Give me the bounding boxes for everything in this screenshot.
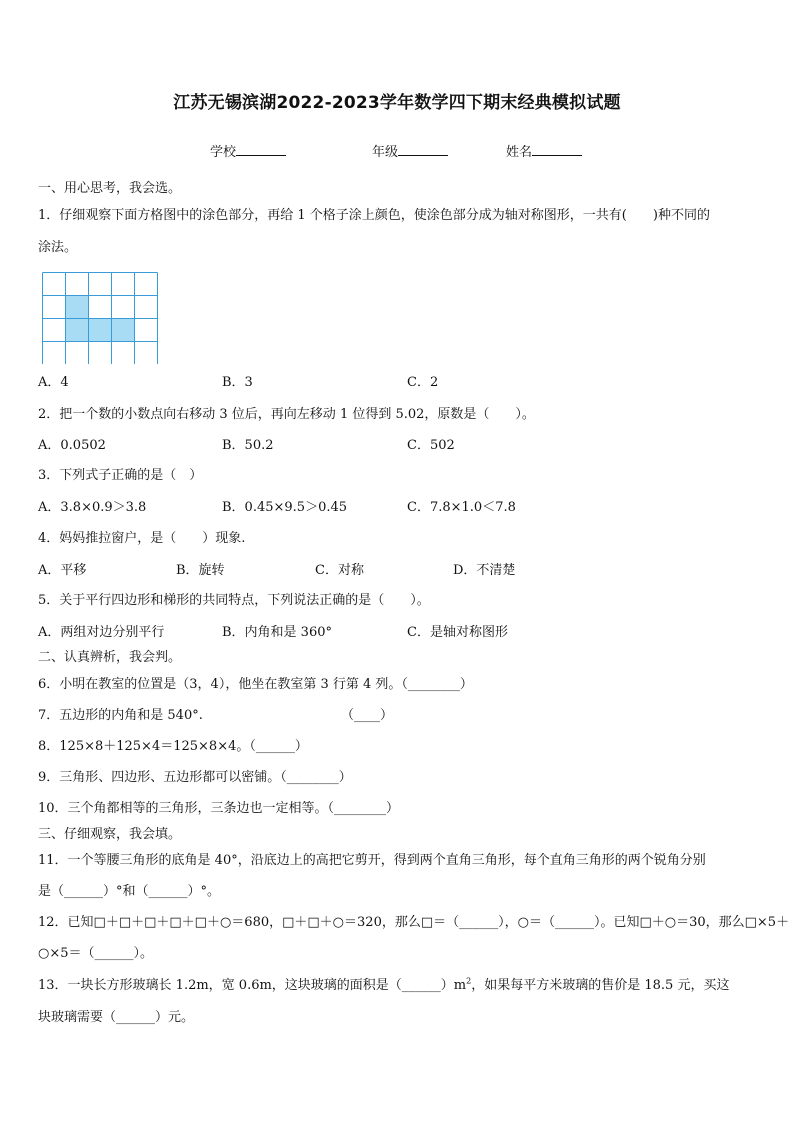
q12-text-line2: ○×5＝（______）。	[38, 946, 154, 961]
q5-option-a[interactable]: A．两组对边分别平行	[38, 625, 165, 640]
q2-option-a[interactable]: A．0.0502	[38, 438, 106, 453]
school-label: 学校	[210, 145, 237, 160]
grid-lines	[43, 273, 158, 365]
grid-figure	[42, 272, 158, 364]
name-label: 姓名	[506, 145, 533, 160]
q9-text: 9．三角形、四边形、五边形都可以密铺。（________）	[38, 770, 352, 785]
q1-text-line2: 涂法。	[38, 240, 78, 255]
q3-option-a[interactable]: A．3.8×0.9＞3.8	[38, 500, 147, 515]
q10-text: 10．三个角都相等的三角形，三条边也一定相等。（________）	[38, 801, 400, 816]
name-blank[interactable]	[532, 143, 582, 156]
q4-option-b[interactable]: B．旋转	[176, 563, 225, 578]
name-field[interactable]	[506, 141, 582, 160]
q4-option-d[interactable]: D．不清楚	[453, 563, 516, 578]
q3-option-c[interactable]: C．7.8×1.0＜7.8	[407, 500, 516, 515]
q2-option-b[interactable]: B．50.2	[222, 438, 274, 453]
q1-text-line1: 1．仔细观察下面方格图中的涂色部分，再给 1 个格子涂上颜色，使涂色部分成为轴对称图形，一共有( )种不同的	[38, 208, 710, 223]
shaded-cell	[88, 318, 111, 341]
school-blank[interactable]	[236, 143, 286, 156]
section-2-heading: 二、认真辨析，我会判。	[38, 650, 182, 665]
q1-option-b[interactable]: B．3	[222, 375, 253, 390]
q5-option-c[interactable]: C．是轴对称图形	[407, 625, 508, 640]
q1-option-c[interactable]: C．2	[407, 375, 439, 390]
q13-text-part1: 13．一块长方形玻璃长 1.2m，宽 0.6m，这块玻璃的面积是（______）m	[38, 978, 467, 993]
q11-text-line1: 11．一个等腰三角形的底角是 40°，沿底边上的高把它剪开，得到两个直角三角形，每个直角三角形的两个锐角分别	[38, 853, 706, 868]
q11-text-line2: 是（______）°和（______）°。	[38, 884, 221, 899]
grade-field[interactable]	[372, 141, 448, 160]
q2-option-c[interactable]: C．502	[407, 438, 455, 453]
q5-option-b[interactable]: B．内角和是 360°	[222, 625, 332, 640]
q2-text: 2．把一个数的小数点向右移动 3 位后，再向左移动 1 位得到 5.02，原数是（ ）。	[38, 407, 535, 422]
q7-text: 7．五边形的内角和是 540°.	[38, 708, 203, 723]
q13-text-line2: 块玻璃需要（______）元。	[38, 1010, 195, 1025]
q5-text: 5．关于平行四边形和梯形的共同特点，下列说法正确的是（ ）。	[38, 593, 430, 608]
q4-option-c[interactable]: C．对称	[315, 563, 364, 578]
grade-label: 年级	[372, 145, 399, 160]
section-3-heading: 三、仔细观察，我会填。	[38, 827, 182, 842]
q4-option-a[interactable]: A．平移	[38, 563, 87, 578]
q12-text-line1: 12．已知□＋□＋□＋□＋□＋○＝680，□＋□＋○＝320，那么□＝（______），○＝（______）。已知□＋○＝30，那么□×5＋	[38, 915, 790, 930]
q13-superscript: 2	[466, 976, 472, 986]
section-1-heading: 一、用心思考，我会选。	[38, 181, 182, 196]
q8-text: 8．125×8＋125×4＝125×8×4。（______）	[38, 739, 308, 754]
shaded-cell	[65, 295, 88, 318]
q4-text: 4．妈妈推拉窗户，是（ ）现象.	[38, 531, 246, 546]
q13-text-line1	[38, 978, 729, 994]
q1-option-a[interactable]: A．4	[38, 375, 69, 390]
q3-option-b[interactable]: B．0.45×9.5＞0.45	[222, 500, 348, 515]
page-title: 江苏无锡滨湖2022-2023学年数学四下期末经典模拟试题	[173, 93, 621, 113]
q6-text: 6．小明在教室的位置是（3，4），他坐在教室第 3 行第 4 列。（________）	[38, 677, 473, 692]
q3-text: 3．下列式子正确的是（ ）	[38, 468, 203, 483]
school-field[interactable]	[210, 141, 286, 160]
grade-blank[interactable]	[398, 143, 448, 156]
shaded-cell	[111, 318, 134, 341]
q13-text-part2: ，如果每平方米玻璃的售价是 18.5 元，买这	[471, 978, 730, 993]
shaded-cell	[65, 318, 88, 341]
q7-answer-blank[interactable]: （____）	[341, 708, 394, 723]
